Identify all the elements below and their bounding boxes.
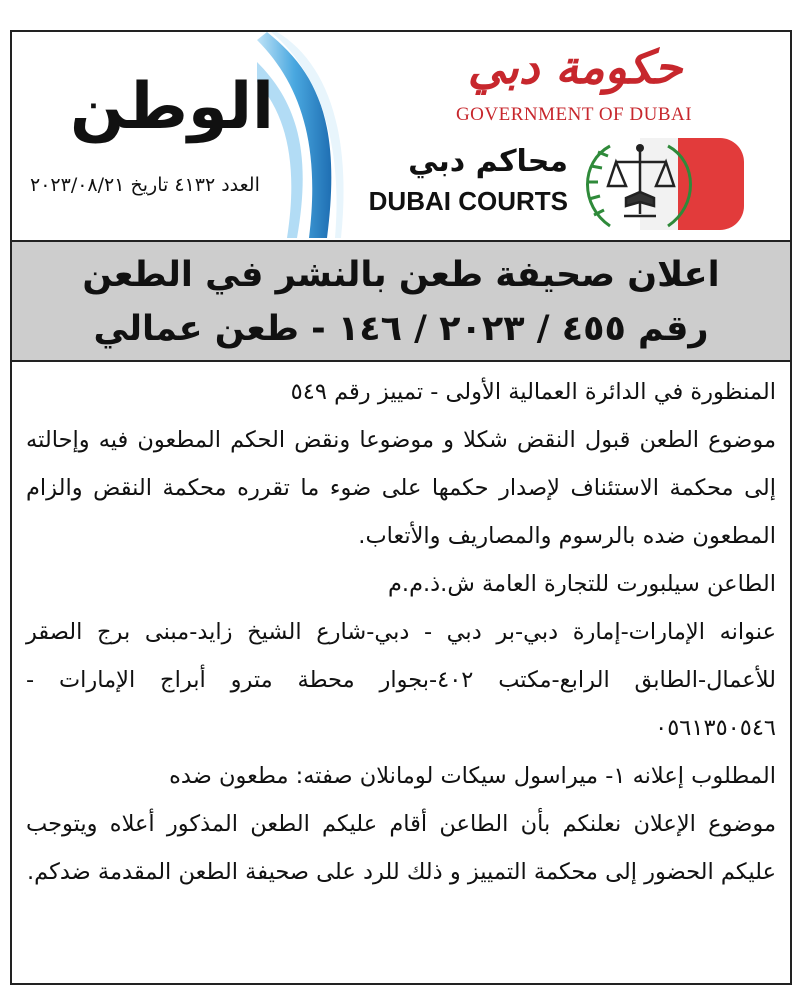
header xyxy=(12,32,790,238)
notice-paragraph-appellant: الطاعن سيلبورت للتجارة العامة ش.ذ.م.م xyxy=(388,571,776,597)
dubai-courts-scales-emblem-icon xyxy=(570,132,746,236)
government-arabic-logo: حكومة دبي xyxy=(467,40,683,94)
notice-paragraph-notification: موضوع الإعلان نعلنكم بأن الطاعن أقام عليكم الطعن المذكور أعلاه ويتوجب عليكم الحضور إلى محكمة التمييز و ذلك للرد على صحيفة الطعن المقدمة ضدكم. xyxy=(26,811,776,885)
courts-english-label: DUBAI COURTS xyxy=(368,186,568,216)
issue-date-line: العدد ٤١٣٢ تاريخ ٢٠٢٣/٠٨/٢١ xyxy=(30,174,260,196)
notice-title-band xyxy=(12,240,790,362)
newspaper-name: الوطن xyxy=(70,70,274,144)
courts-arabic-label: محاكم دبي xyxy=(408,144,568,179)
government-english-label: GOVERNMENT OF DUBAI xyxy=(455,104,693,125)
notice-title-line-1: اعلان صحيفة طعن بالنشر في الطعن xyxy=(82,255,720,295)
notice-frame xyxy=(10,30,792,985)
notice-body xyxy=(26,368,776,896)
notice-paragraph-respondent: المطلوب إعلانه ١- ميراسول سيكات لومانلان صفته: مطعون ضده xyxy=(169,763,776,789)
notice-paragraph-address: عنوانه الإمارات-إمارة دبي-بر دبي - دبي-شارع الشيخ زايد-مبنى برج الصقر للأعمال-الطابق الرابع-مكتب ٤٠٢-بجوار محطة مترو أبراج الإمارات - ٠٥٦١٣٥٠٥٤٦ xyxy=(26,619,776,741)
notice-paragraph-circuit: المنظورة في الدائرة العمالية الأولى - تمييز رقم ٥٤٩ xyxy=(290,379,776,405)
notice-title-line-2: رقم ٤٥٥ / ٢٠٢٣ / ١٤٦ - طعن عمالي xyxy=(93,309,709,349)
notice-paragraph-subject: موضوع الطعن قبول النقض شكلا و موضوعا ونقض الحكم المطعون فيه وإحالته إلى محكمة الاستئناف لإصدار حكمها على ضوء ما تقرره محكمة النقض والزام المطعون ضده بالرسوم والمصاريف والأتعاب. xyxy=(26,427,776,549)
